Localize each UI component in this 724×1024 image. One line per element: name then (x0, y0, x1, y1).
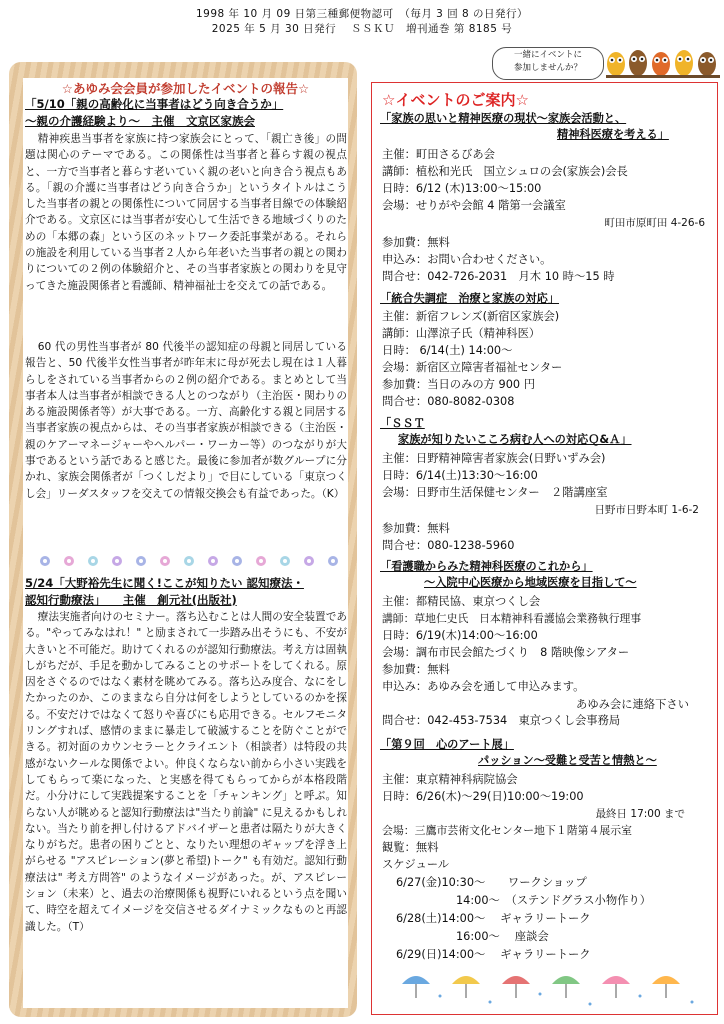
owl-icon (652, 52, 670, 76)
event5-schedule-1: 6/27(金)10:30～ ワークショップ (396, 876, 587, 889)
event4-note: あゆみ会に連絡下さい (576, 698, 689, 711)
event2-organizer: 主催：新宿フレンズ(新宿区家族会) (382, 310, 560, 323)
event2-contact: 問合せ：080-8082-0308 (382, 395, 515, 408)
event5-schedule-5: 6/29(日)14:00～ ギャラリートーク (396, 948, 591, 961)
event4-apply: 申込み：あゆみ会を通して申込みます。 (382, 680, 585, 693)
umbrella-decoration (400, 966, 710, 1010)
left-panel-frame (9, 62, 357, 1017)
event3-fee: 参加費：無料 (382, 522, 450, 535)
event2-heading: 「統合失調症 治療と家族の対応」 (380, 292, 560, 305)
flower-icon (136, 556, 146, 566)
flower-icon (160, 556, 170, 566)
event4-organizer: 主催：都精民協、東京つくし会 (382, 595, 541, 608)
right-section-title: ☆イベントのご案内☆ (382, 91, 529, 109)
article1-heading-2: ～親の介護経験より～ 主催 文京区家族会 (25, 114, 255, 128)
event4-datetime: 日時：6/19(木)14:00～16:00 (382, 629, 538, 642)
umbrella-icon (552, 976, 580, 998)
event5-last-day: 最終日 17:00 まで (595, 808, 685, 820)
flower-icon (112, 556, 122, 566)
umbrella-icon (452, 976, 480, 998)
event3-venue: 会場：日野市生活保健センター ２階講座室 (382, 486, 608, 499)
event2-venue: 会場：新宿区立障害者福祉センター (382, 361, 563, 374)
event3-heading-1: 「ＳＳＴ (380, 417, 425, 430)
article2-heading-1: 5/24「大野裕先生に聞く!ここが知りたい 認知療法・ (25, 576, 304, 590)
owl-icon (698, 52, 716, 76)
flower-icon (208, 556, 218, 566)
event1-fee: 参加費：無料 (382, 236, 450, 249)
umbrella-icon (402, 976, 430, 998)
event5-venue: 会場：三鷹市芸術文化センター地下１階第４展示室 (382, 824, 633, 837)
header-line-2: 2025 年 5 月 30 日発行 ＳＳＫＵ 増刊通巻 第 8185 号 (211, 23, 513, 35)
event2-fee: 参加費：当日のみの方 900 円 (382, 378, 536, 391)
event4-heading-2: ～入院中心医療から地域医療を目指して～ (424, 576, 637, 589)
event5-admission: 観覧：無料 (382, 841, 439, 854)
event1-lecturer: 講師：植松和光氏 国立シュロの会(家族会)会長 (382, 165, 628, 178)
event2-lecturer: 講師：山澤涼子氏（精神科医） (382, 327, 541, 340)
owl-icon (629, 50, 647, 76)
article2-para-1: 療法実施者向けのセミナー。落ち込むことは人間の安全装置である。"やってみなはれ！" と励まされて一歩踏み出そうにも、不安が大きいと不可能だ。助けてくれるのが認知行動療法。考え方は固執しがちだが、手足を動かしてみることのサポートをしてくれる。原因をさぐるのではなく素材を眺めてみる。落ち込み度合、なにをしたかったのか、このままなら自分は何をしようとしているのかを探る。不安だけではなくて怒りや喜びにも応用できる。セルフモニタリングすれば、感情のままに暴走して破滅することを防ぐことができる。初対面のカウンセラーとクライエント（相談者）は特段の共感がないクールな関係でよい。仲良くならない前から小さい実践をしてもらって楽になった、と実感を得てもらってからが本格段階だ。小分けにして実践提案することを「チャンキング」と呼ぶ。知らない人が眺めると認知行動療法は"当たり前論" に見えるかもしれない。当たり前を押し付けるアドバイザーと患者は隔たりが大きくなりがちだ。患者の困りごとと、なりたい理想のギャップを浮き上がらせる "アスピレーション(夢と希望)トーク" も有効だ。認知行動療法は" 考え方問答" のようなイメージがあった。が、アスピレーション（未来）と、過去の治療関係も視野にいれるという点を聞いて、時空を超えてイメージを交信させるダイナミックなものと再認識した。（T） (25, 611, 347, 933)
event3-address: 日野市日野本町 1-6-2 (594, 504, 699, 516)
event4-heading-1: 「看護職からみた精神科医療のこれから」 (380, 560, 593, 573)
owl-icon (675, 50, 693, 76)
event2-datetime: 日時： 6/14(土) 14:00～ (382, 344, 513, 357)
event3-datetime: 日時：6/14(土)13:30～16:00 (382, 469, 538, 482)
event5-schedule-4: 16:00～ 座談会 (456, 930, 549, 943)
flower-icon (88, 556, 98, 566)
speech-bubble (492, 47, 604, 80)
umbrella-icon (502, 976, 530, 998)
event3-organizer: 主催：日野精神障害者家族会(日野いずみ会) (382, 452, 606, 465)
flower-divider (39, 552, 339, 570)
left-panel-content (23, 78, 348, 1008)
flower-icon (232, 556, 242, 566)
umbrella-icon (602, 976, 630, 998)
event3-contact: 問合せ：080-1238-5960 (382, 539, 515, 552)
event1-heading-2: 精神科医療を考える」 (557, 128, 669, 141)
event1-contact: 問合せ：042-726-2031 月木 10 時～15 時 (382, 270, 615, 283)
event5-heading-2: パッション～受難と受苦と情熱と～ (478, 754, 657, 767)
event5-schedule-3: 6/28(土)14:00～ ギャラリートーク (396, 912, 591, 925)
article1-para-1: 精神疾患当事者を家族に持つ家族会にとって、「親亡き後」の問題は関心のテーマである。この関係性は当事者と暮らす親の視点と、一方で当事者と暮らす老いていく親の老いと向き合う視点もある。「親の介護に当事者はどう向き合うか」というタイトルはこうした当事者の親との関係性について同居する当事者目線での体験紹介である。文京区には当事者が安心して生活できる地域づくりのための「本郷の森」という区のネットワーク委託事業がある。それらの施設を利用している当事者２人から年老いた当事者の親との関わりについての２例の体験紹介と、その当事者家族との関わりを見守ってきた施設関係者と看護師、精神福祉士を交えての話である。 (25, 133, 347, 292)
event4-contact: 問合せ：042-453-7534 東京つくし会事務局 (382, 714, 621, 727)
event1-apply: 申込み：お問い合わせください。 (382, 253, 552, 266)
event4-lecturer: 講師：草地仁史氏 日本精神科看護協会業務執行理事 (382, 612, 642, 625)
article1-heading-1: 「5/10「親の高齢化に当事者はどう向き合うか」 (25, 97, 284, 111)
event5-datetime: 日時：6/26(木)～29(日)10:00～19:00 (382, 790, 584, 803)
event1-heading-1: 「家族の思いと精神医療の現状～家族会活動と、 (380, 112, 627, 125)
flower-icon (280, 556, 290, 566)
flower-icon (184, 556, 194, 566)
event5-schedule-label: スケジュール (382, 858, 450, 871)
speech-line-1: 一緒にイベントに (513, 50, 582, 60)
flower-icon (64, 556, 74, 566)
flower-icon (328, 556, 338, 566)
header-line-1: 1998 年 10 月 09 日第三種郵便物認可 （毎月 3 回 8 の日発行） (195, 8, 529, 20)
right-panel (371, 82, 718, 1015)
event5-organizer: 主催：東京精神科病院協会 (382, 773, 518, 786)
flower-icon (304, 556, 314, 566)
article1-para-2: 60 代の男性当事者が 80 代後半の認知症の母親と同居している報告と、50 代後半女性当事者が昨年末に母が死去し現在は１人暮らしをされている当事者からの２例の紹介である。まとめとして当事者本人は当事者が相談できる人とのつながり（主治医・関わりのある施設関係者等）が大事である。一方、高齢化する親と同居する当事者家族の視点からは、その当事者家族が相談できる（主治医・親のケアーマネージャーやヘルパー・ワーカー等）のつながりが大事であるという話であると感じた。最後に参加者が数グループに分かれ、家族会関係者が「つくしだより」で目にしている「東京つくし会」リーダスタッフを交えての情報交換会も有益であった。（K） (25, 341, 347, 500)
event1-datetime: 日時：6/12 (木)13:00～15:00 (382, 182, 542, 195)
speech-line-2: 参加しませんか？ (513, 63, 582, 73)
left-section-title: ☆あゆみ会会員が参加したイベントの報告☆ (61, 81, 310, 96)
event1-address: 町田市原町田 4-26-6 (604, 217, 705, 229)
article2-heading-2: 認知行動療法」 主催 創元社(出版社) (25, 593, 237, 607)
flower-icon (40, 556, 50, 566)
owl-icon (607, 52, 625, 76)
event5-schedule-2: 14:00～ （ステンドグラス小物作り） (456, 894, 652, 907)
event4-venue: 会場：調布市民会館たづくり 8 階映像シアター (382, 646, 630, 659)
umbrella-icon (652, 976, 680, 998)
event1-venue: 会場：せりがや会館 4 階第一会議室 (382, 199, 566, 212)
flower-icon (256, 556, 266, 566)
event1-organizer: 主催：町田さるびあ会 (382, 148, 495, 161)
event5-heading-1: 「第９回 心のアート展」 (380, 738, 514, 751)
event3-heading-2: 家族が知りたいこころ病む人への対応Ｑ&Ａ」 (398, 433, 632, 446)
owls-illustration (606, 44, 720, 78)
event4-fee: 参加費：無料 (382, 663, 450, 676)
